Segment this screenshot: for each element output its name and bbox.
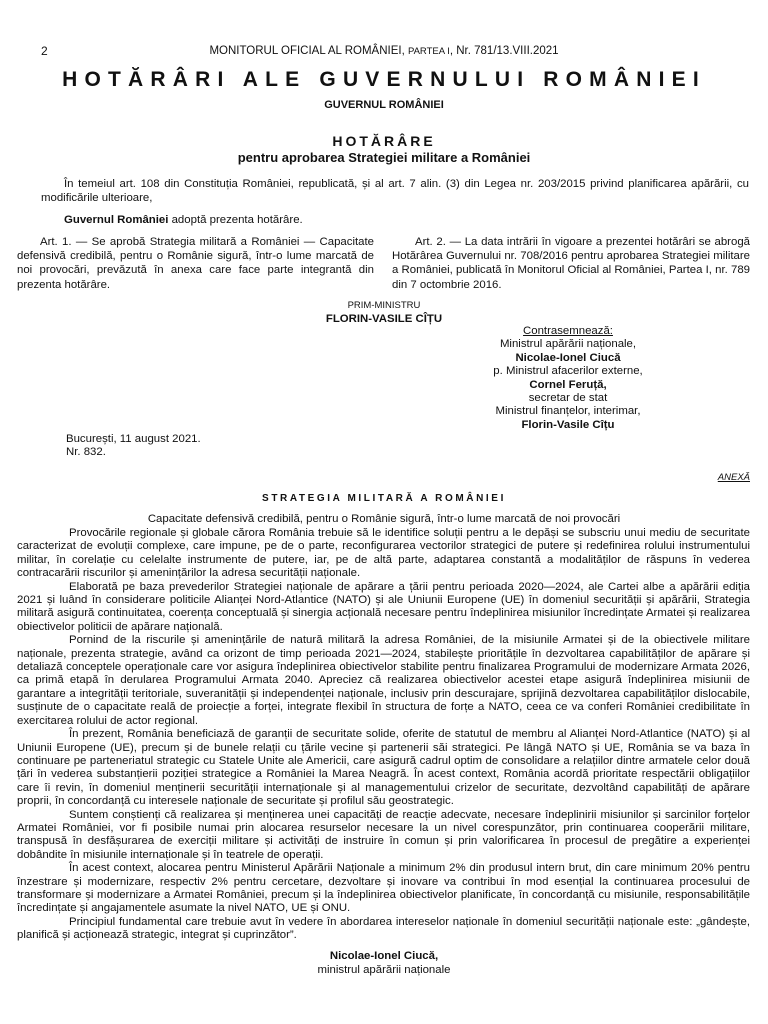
- countersigner-role: p. Ministrul afacerilor externe,: [493, 365, 643, 378]
- strategy-paragraph: Provocările regionale și globale cărora România trebuie să le identifice soluții pentru a le depăși se subscriu unui mediu de securitate caracterizat de evoluții complexe, care impune, pe de o parte, reconfigurarea vectorilor strategici de putere și redefinirea rolului instrumentului militar, în corelație cu celelalte instrumente de putere, iar, pe de altă parte, adaptarea constantă a modalităților de răspuns în vederea contracarării riscurilor și amenințărilor la adresa securității naționale.: [17, 527, 750, 580]
- countersigner-name: Cornel Feruță,: [529, 378, 607, 391]
- annex-signer-role: ministrul apărării naționale: [317, 964, 451, 976]
- strategy-subtitle: Capacitate defensivă credibilă, pentru o Românie sigură, într-o lume marcată de noi provocări: [147, 513, 621, 525]
- strategy-paragraph: În prezent, România beneficiază de garanții de securitate solide, oferite de statutul de membru al Alianței Nord-Atlantice (NATO) și al Uniunii Europene (UE), precum și de bunele relații cu țările vecine și partenerii săi strategici. Pe lângă NATO și UE, România se va baza în continuare pe parteneriatul strategic cu Statele Unite ale Americii, care asigură cadrul optim de consolidare a relațiilor dintre armatele celor două țări în vederea substanțierii poziției strategice a României la Marea Neagră. În acest context, România acordă prioritate respectării obligațiilor care îi revin, în domeniul menținerii securității internaționale și al managementului crizelor de securitate, dezvoltând capabilități de apărare proprii, în concordanță cu interesele naționale de securitate și profilul său geostrategic.: [17, 728, 750, 808]
- countersign-label: Contrasemnează:: [523, 325, 613, 337]
- strategy-paragraph: În acest context, alocarea pentru Ministerul Apărării Naționale a minimum 2% din produsul intern brut, din care minimum 20% pentru înzestrare și modernizare, respectiv 2% pentru cercetare, dezvoltare și inovare va contribui în mod esențial la continuarea procesului de transformare și modernizare a Armatei României, precum și la îndeplinirea obiectivelor planificate, în concordanță cu misiunile, responsabilitățile încredințate și angajamentele asumate la nivel NATO, UE și ONU.: [17, 862, 750, 915]
- article-2: Art. 2. — La data intrării în vigoare a prezentei hotărâri se abrogă Hotărârea Guvernului nr. 708/2016 pentru aprobarea Strategiei militare a României, publicată în Monitorul Oficial al României, Partea I, nr. 789 din 7 octombrie 2016.: [392, 236, 750, 291]
- countersigner-role: Ministrul finanțelor, interimar,: [495, 405, 641, 418]
- countersigner-name: Florin-Vasile Cîțu: [521, 418, 615, 431]
- running-title-part: PARTEA I: [407, 46, 450, 57]
- place-date: București, 11 august 2021.: [66, 433, 201, 445]
- pm-role: PRIM-MINISTRU: [347, 300, 421, 311]
- adoption-text: adoptă prezenta hotărâre.: [168, 214, 303, 226]
- strategy-paragraph: Elaborată pe baza prevederilor Strategiei naționale de apărare a țării pentru perioada 2020—2024, ale Cartei albe a apărării ediția 2021 și luând în considerare politicile Alianței Nord-Atlantice (NATO) și ale Uniunii Europene (UE) în domeniul securității și apărării, Strategia militară asigură continuitatea, coerența conceptuală și sinergia acțională necesare pentru îndeplinirea misiunilor încredințate Armatei și realizarea obiectivelor politicii de apărare națională.: [17, 580, 750, 633]
- decision-number: Nr. 832.: [66, 446, 106, 459]
- page-number: 2: [41, 44, 48, 58]
- preamble: În temeiul art. 108 din Constituția României, republicată, și al art. 7 alin. (3) din Legea nr. 203/2015 privind planificarea apărării, cu modificările ulterioare,: [41, 178, 749, 205]
- strategy-title: STRATEGIA MILITARĂ A ROMÂNIEI: [262, 493, 506, 504]
- countersigner-title: secretar de stat: [528, 392, 608, 405]
- strategy-paragraph: Pornind de la riscurile și amenințările de natură militară la adresa României, de la misiunile Armatei și de la obiectivele militare naționale, prezenta strategie, având ca orizont de timp perioada 2021—2024, stabilește prioritățile în dezvoltarea capabilităților de apărare și detaliază conceptele operaționale care vor asigura îndeplinirea obiectivelor stabilite pentru finalizarea Programului de modernizare Armata 2026, ca primă etapă în derularea Programului Armata 2040. Apreciez că realizarea obiectivelor acestei etape asigură îndeplinirea misiunii de garantare a integrității teritoriale, suveranității și independenței naționale, inclusiv prin descurajare, sprijină dezvoltarea capabilităților dislocabile, susținute de o capacitate reală de proiecție a forței, integrate flexibil în structura de forțe a NATO, ceea ce va conferi României credibilitate în exercitarea rolului de actor regional.: [17, 634, 750, 727]
- running-title-issue: , Nr. 781/13.VIII.2021: [449, 45, 559, 57]
- annex-signer-name: Nicolae-Ionel Ciucă,: [329, 950, 439, 962]
- decision-subtitle: pentru aprobarea Strategiei militare a României: [237, 150, 531, 165]
- section-banner: HOTĂRÂRI ALE GUVERNULUI ROMÂNIEI: [62, 68, 706, 91]
- pm-name: FLORIN-VASILE CÎȚU: [325, 313, 443, 325]
- countersigner-name: Nicolae-Ionel Ciucă: [515, 351, 621, 364]
- decision-title: HOTĂRÂRE: [332, 133, 436, 149]
- strategy-paragraph: Principiul fundamental care trebuie avut în vedere în abordarea intereselor naționale în domeniul securității naționale este: „gândește, planifică și acționează strategic, integrat și cuprinzător”.: [17, 915, 750, 942]
- strategy-body: [17, 527, 750, 943]
- running-header: [0, 45, 768, 57]
- place-date-number: [66, 433, 201, 460]
- annex-label: ANEXĂ: [717, 472, 750, 483]
- countersignatures: [468, 325, 668, 432]
- adoption-clause: [41, 213, 749, 227]
- strategy-paragraph: Suntem conștienți că realizarea și menținerea unei capacități de reacție adecvate, necesare îndeplinirii misiunilor și sarcinilor forțelor Armatei României, vor fi posibile numai prin alocarea resurselor necesare la un nivel corespunzător, prin continuarea cooperării militare, transpusă în desfășurarea de exerciții militare și activități de instruire în comun și prin valorificarea în procesul de pregătire a experienței dobândite în misiunile internaționale și în teatrele de operații.: [17, 808, 750, 861]
- countersigner-role: Ministrul apărării naționale,: [499, 338, 637, 351]
- article-1: Art. 1. — Se aprobă Strategia militară a României — Capacitate defensivă credibilă, pentru o Românie sigură, într-o lume marcată de noi provocări, prevăzută în anexa care face parte integrantă din prezenta hotărâre.: [17, 236, 374, 291]
- government-name: Guvernul României: [64, 214, 169, 226]
- running-title-main: MONITORUL OFICIAL AL ROMÂNIEI,: [209, 45, 408, 57]
- issuer: GUVERNUL ROMÂNIEI: [324, 99, 444, 111]
